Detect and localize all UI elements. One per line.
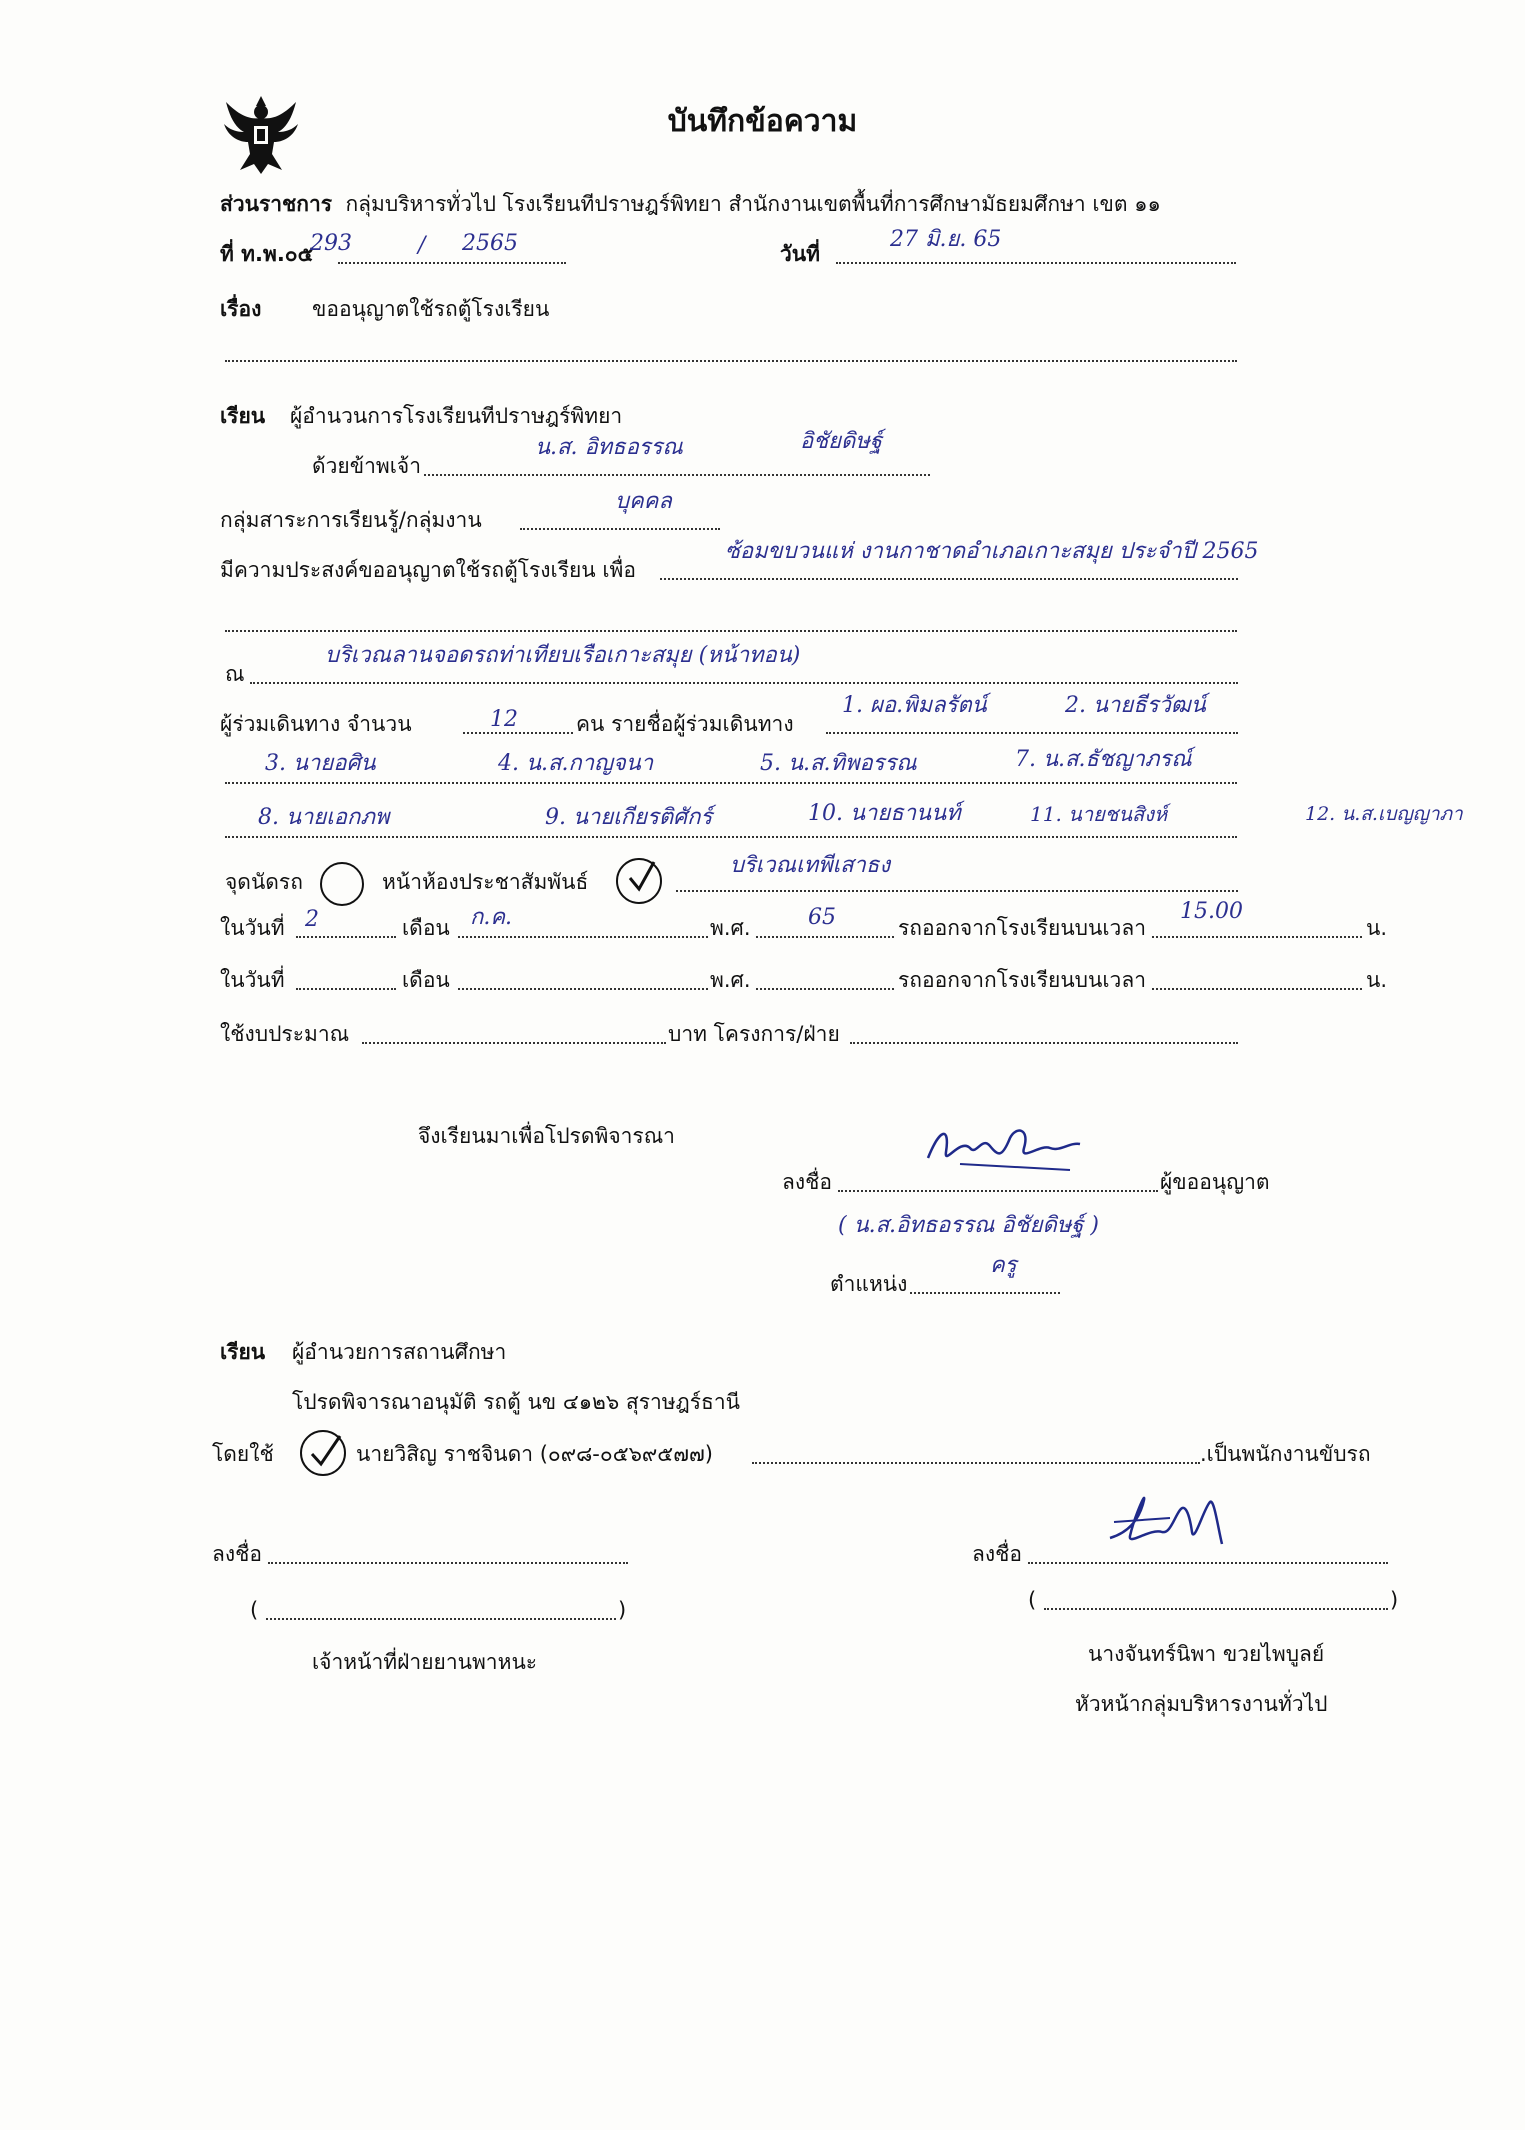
position-dotted-line: [910, 1292, 1060, 1294]
trip2-time-unit: น.: [1366, 968, 1388, 992]
approval-driver-role: .เป็นพนักงานขับรถ: [1200, 1442, 1371, 1466]
approval-driver: นายวิสิญ ราชจินดา (๐๙๘-๐๕๖๙๕๗๗): [356, 1442, 713, 1466]
driver-dotted-line: [752, 1462, 1200, 1464]
agency-text: กลุ่มบริหารทั่วไป โรงเรียนทีปราษฎร์พิทยา สำนักงานเขตพื้นที่การศึกษามัธยมศึกษา เขต ๑๑: [345, 192, 1161, 216]
budget-dotted-line: [362, 1042, 666, 1044]
pickup-dotted-line: [676, 890, 1238, 892]
companion-7: 8. นายเอกภพ: [258, 805, 390, 830]
closing-sign-dotted-line: [838, 1190, 1158, 1192]
agency-label: ส่วนราชการ: [220, 192, 333, 216]
position-value: ครู: [990, 1253, 1017, 1278]
location-label: ณ: [225, 662, 245, 686]
subject-dotted-line: [225, 360, 1237, 362]
ref-label: ที่ ท.พ.๐๕: [220, 242, 314, 266]
trip1-depart-label: รถออกจากโรงเรียนบนเวลา: [898, 916, 1146, 940]
left-role: เจ้าหน้าที่ฝ่ายยานพาหนะ: [312, 1650, 538, 1674]
subject-text: ขออนุญาตใช้รถตู้โรงเรียน: [312, 297, 550, 321]
right-name-dotted-line: [1044, 1608, 1388, 1610]
trip2-year-label: พ.ศ.: [710, 968, 751, 992]
companion-3: 3. นายอศิน: [265, 751, 376, 776]
ref-year: 2565: [462, 231, 518, 256]
trip2-time-dotted-line: [1152, 988, 1362, 990]
location-dotted-line: [250, 682, 1238, 684]
trip1-time-dotted-line: [1152, 936, 1362, 938]
project-dotted-line: [850, 1042, 1238, 1044]
dept-value: บุคคล: [615, 489, 672, 514]
trip1-time-value: 15.00: [1180, 899, 1243, 924]
companions-label: ผู้ร่วมเดินทาง จำนวน: [220, 712, 412, 736]
dept-dotted-line: [520, 528, 720, 530]
trip1-year-value: 65: [808, 905, 836, 930]
companion-4: 4. น.ส.กาญจนา: [498, 751, 654, 776]
to-text: ผู้อำนวนการโรงเรียนทีปราษฎร์พิทยา: [290, 404, 623, 428]
right-name: นางจันทร์นิพา ขวยไพบูลย์: [1088, 1642, 1325, 1666]
approver-signature-icon: [1100, 1488, 1250, 1558]
trip1-time-unit: น.: [1366, 916, 1388, 940]
purpose-value: ซ้อมขบวนแห่ งานกาชาดอำเภอเกาะสมุย ประจำปี 2565: [725, 539, 1259, 564]
companion-1: 1. ผอ.พิมลรัตน์: [842, 693, 987, 718]
purpose-label: มีความประสงค์ขออนุญาตใช้รถตู้โรงเรียน เพื่อ: [220, 558, 636, 582]
location-value: บริเวณลานจอดรถท่าเทียบเรือเกาะสมุย (หน้าทอน): [325, 643, 801, 668]
companion-10: 11. นายชนสิงห์: [1030, 802, 1168, 826]
requester-name: น.ส. อิทธอรรณ: [535, 435, 683, 460]
ref-dotted-line: [338, 262, 566, 264]
page-title: บันทึกข้อความ: [667, 104, 858, 139]
trip1-day-value: 2: [305, 907, 319, 932]
companions-dotted-line-3: [225, 836, 1237, 838]
driver-checkmark-icon: [302, 1428, 348, 1474]
requester-dotted-line: [424, 474, 930, 476]
companion-8: 9. นายเกียรติศักร์: [545, 805, 713, 830]
pickup-value: บริเวณเทพีเสาธง: [730, 853, 891, 878]
trip1-year-label: พ.ศ.: [710, 916, 751, 940]
approval-to-label: เรียน: [220, 1340, 266, 1364]
trip1-day-dotted-line: [296, 936, 396, 938]
ref-number: 293: [310, 231, 352, 256]
approval-by-label: โดยใช้: [212, 1442, 274, 1466]
requester-signature-icon: [920, 1118, 1090, 1178]
left-sign-label: ลงชื่อ: [212, 1542, 262, 1566]
companion-6: 7. น.ส.ธัชญาภรณ์: [1015, 747, 1192, 772]
subject-label: เรื่อง: [220, 297, 262, 321]
position-label: ตำแหน่ง: [830, 1272, 908, 1296]
trip1-month-dotted-line: [458, 936, 708, 938]
trip2-day-label: ในวันที่: [220, 968, 285, 992]
companions-unit: คน รายชื่อผู้ร่วมเดินทาง: [576, 712, 794, 736]
requester-surname: อิชัยดิษฐ์: [800, 429, 882, 454]
pickup-option-circle-empty[interactable]: [320, 862, 364, 906]
pickup-label: จุดนัดรถ: [225, 870, 303, 894]
trip1-month-label: เดือน: [402, 916, 450, 940]
date-dotted-line: [836, 262, 1236, 264]
to-label: เรียน: [220, 404, 266, 428]
right-sign-dotted-line: [1028, 1562, 1388, 1564]
dept-label: กลุ่มสาระการเรียนรู้/กลุ่มงาน: [220, 508, 482, 532]
companion-2: 2. นายธีรวัฒน์: [1065, 693, 1206, 718]
date-value: 27 มิ.ย. 65: [890, 227, 1002, 252]
trip1-day-label: ในวันที่: [220, 916, 285, 940]
closing-sign-name: ( น.ส.อิทธอรรณ อิชัยดิษฐ์ ): [838, 1213, 1099, 1238]
companions-count-dotted-line: [463, 732, 573, 734]
companion-11: 12. น.ส.เบญญาภา: [1305, 803, 1463, 825]
companions-dotted-line-1: [826, 732, 1238, 734]
companions-dotted-line-2: [225, 782, 1237, 784]
closing-text: จึงเรียนมาเพื่อโปรดพิจารณา: [418, 1124, 675, 1148]
right-role: หัวหน้ากลุ่มบริหารงานทั่วไป: [1075, 1692, 1328, 1716]
checkmark-icon: [620, 856, 664, 900]
budget-label: ใช้งบประมาณ: [220, 1022, 350, 1046]
approval-to-text: ผู้อำนวยการสถานศึกษา: [292, 1340, 507, 1364]
agency-line: [220, 190, 1161, 218]
right-sign-label: ลงชื่อ: [972, 1542, 1022, 1566]
closing-sign-label: ลงชื่อ: [782, 1170, 832, 1194]
left-name-dotted-line: [266, 1618, 616, 1620]
date-label: วันที่: [780, 242, 820, 266]
pickup-option-label: หน้าห้องประชาสัมพันธ์: [382, 870, 589, 894]
trip1-year-dotted-line: [756, 936, 894, 938]
trip2-year-dotted-line: [756, 988, 894, 990]
trip1-month-value: ก.ค.: [470, 905, 513, 930]
companion-9: 10. นายธานนท์: [808, 801, 961, 826]
budget-unit: บาท โครงการ/ฝ่าย: [668, 1022, 840, 1046]
companion-5: 5. น.ส.ทิพอรรณ: [760, 751, 917, 776]
approval-line1: โปรดพิจารณาอนุมัติ รถตู้ นข ๔๑๒๖ สุราษฎร์ธานี: [292, 1390, 740, 1414]
trip2-month-label: เดือน: [402, 968, 450, 992]
requester-label: ด้วยข้าพเจ้า: [312, 454, 421, 478]
trip2-depart-label: รถออกจากโรงเรียนบนเวลา: [898, 968, 1146, 992]
left-sign-dotted-line: [268, 1562, 628, 1564]
purpose-dotted-line: [660, 578, 1238, 580]
purpose-dotted-line-2: [225, 630, 1237, 632]
companions-count: 12: [490, 707, 518, 732]
trip2-day-dotted-line: [296, 988, 396, 990]
closing-sign-role: ผู้ขออนุญาต: [1160, 1170, 1270, 1194]
trip2-month-dotted-line: [458, 988, 708, 990]
